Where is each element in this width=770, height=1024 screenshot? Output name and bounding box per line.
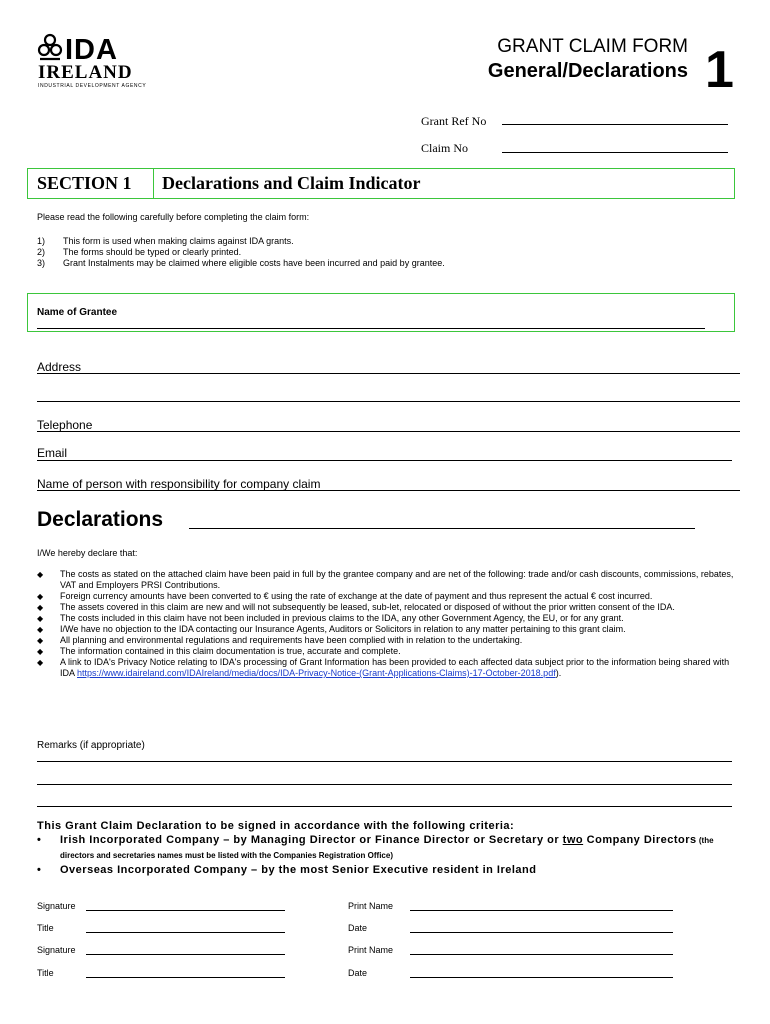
signature-field-2[interactable] [86, 954, 285, 955]
claim-no-label: Claim No [421, 141, 468, 155]
intro-text: Please read the following carefully before completing the claim form: [37, 212, 310, 222]
email-label: Email [37, 446, 68, 460]
privacy-notice-link[interactable]: https://www.idaireland.com/IDAIreland/media/docs/IDA-Privacy-Notice-(Grant-Applications-Claims)-17-October-2018.pdf [77, 668, 556, 678]
title-label-2: Title [37, 968, 54, 978]
address-field-2[interactable] [37, 401, 740, 402]
list-item: 3) Grant Instalments may be claimed where eligible costs have been incurred and paid by grantee. [37, 258, 445, 268]
list-item: ◆ The assets covered in this claim are new and will not subsequently be leased, sub-let, relocated or disposed of without the prior written consent of the IDA. [37, 602, 675, 612]
signature-label-2: Signature [37, 945, 76, 955]
email-field[interactable] [37, 460, 732, 461]
grantee-box [27, 293, 735, 332]
intro-list [37, 236, 445, 269]
telephone-label: Telephone [37, 418, 93, 432]
grantee-field[interactable] [37, 328, 705, 329]
logo-subtitle: IRELAND [38, 62, 133, 83]
declarations-list [37, 569, 734, 679]
remarks-field-2[interactable] [37, 784, 732, 785]
grantee-label: Name of Grantee [37, 307, 118, 318]
grant-ref-field[interactable] [502, 124, 728, 125]
form-title: GRANT CLAIM FORM [497, 36, 688, 57]
criteria-heading: This Grant Claim Declaration to be signed in accordance with the following criteria: [37, 820, 515, 832]
remarks-label: Remarks (if appropriate) [37, 740, 145, 751]
section-header [27, 168, 735, 199]
title-field-1[interactable] [86, 932, 285, 933]
responsible-field[interactable] [37, 490, 740, 491]
list-item: 2) The forms should be typed or clearly printed. [37, 247, 242, 257]
print-name-field-2[interactable] [410, 954, 673, 955]
remarks-field-3[interactable] [37, 806, 732, 807]
section-number: SECTION 1 [28, 169, 154, 198]
remarks-field[interactable] [37, 761, 732, 762]
title-label: Title [37, 923, 54, 933]
print-name-label-2: Print Name [348, 945, 394, 955]
list-item: ◆ The costs as stated on the attached claim have been paid in full by the grantee company and are net of the following: trade and/or cash discounts, commissions, rebates, VAT and Employers PRSI Contributions. [37, 569, 734, 590]
list-item: • Irish Incorporated Company – by Managing Director or Finance Director or Secretary or two Company Directors (the directors and secretaries names must be listed with the Companies Registration Office) [37, 834, 714, 860]
date-label-2: Date [348, 968, 368, 978]
print-name-label: Print Name [348, 901, 394, 911]
print-name-field-1[interactable] [410, 910, 673, 911]
section-title: Declarations and Claim Indicator [162, 173, 421, 193]
grant-ref-label: Grant Ref No [421, 114, 487, 128]
signature-label: Signature [37, 901, 76, 911]
form-number: 1 [705, 41, 734, 99]
declarations-lead: I/We hereby declare that: [37, 548, 138, 558]
list-item: ◆ Foreign currency amounts have been converted to € using the rate of exchange at the date of payment and thus represent the actual € cost incurred. [37, 591, 653, 601]
title-field-2[interactable] [86, 977, 285, 978]
declarations-title: Declarations [37, 508, 164, 531]
list-item: ◆ The information contained in this claim documentation is true, accurate and complete. [37, 646, 401, 656]
address-label: Address [37, 360, 82, 374]
list-item: 1) This form is used when making claims against IDA grants. [37, 236, 294, 246]
date-field-2[interactable] [410, 977, 673, 978]
claim-no-field[interactable] [502, 152, 728, 153]
declarations-rule [189, 528, 695, 529]
logo-tagline: INDUSTRIAL DEVELOPMENT AGENCY [38, 83, 147, 89]
signature-field-1[interactable] [86, 910, 285, 911]
date-label: Date [348, 923, 368, 933]
signing-criteria [37, 819, 737, 877]
date-field-1[interactable] [410, 932, 673, 933]
logo-title: IDA [65, 34, 118, 66]
responsible-label: Name of person with responsibility for company claim [37, 477, 321, 491]
form-subtitle: General/Declarations [487, 60, 688, 82]
list-item: ◆ I/We have no objection to the IDA contacting our Insurance Agents, Auditors or Solicitors in relation to any matter pertaining to this grant claim. [37, 624, 626, 634]
celtic-knot-icon [36, 32, 64, 62]
address-field[interactable] [37, 373, 740, 374]
telephone-field[interactable] [37, 431, 740, 432]
list-item: ◆ A link to IDA's Privacy Notice relating to IDA's processing of Grant Information has been provided to each affected data subject prior to the information being shared with IDA https://www.idaireland.com/IDAIreland/media/docs/IDA-Privacy-Notice-(Grant-Applications-Claims)-17-October-2018.pdf). [37, 657, 730, 678]
list-item: ◆ The costs included in this claim have not been included in previous claims to the IDA, any other Government Agency, the EU, or for any grant. [37, 613, 624, 623]
list-item: ◆ All planning and environmental regulations and requirements have been complied with in relation to the undertaking. [37, 635, 523, 645]
list-item: • Overseas Incorporated Company – by the most Senior Executive resident in Ireland [37, 864, 537, 876]
